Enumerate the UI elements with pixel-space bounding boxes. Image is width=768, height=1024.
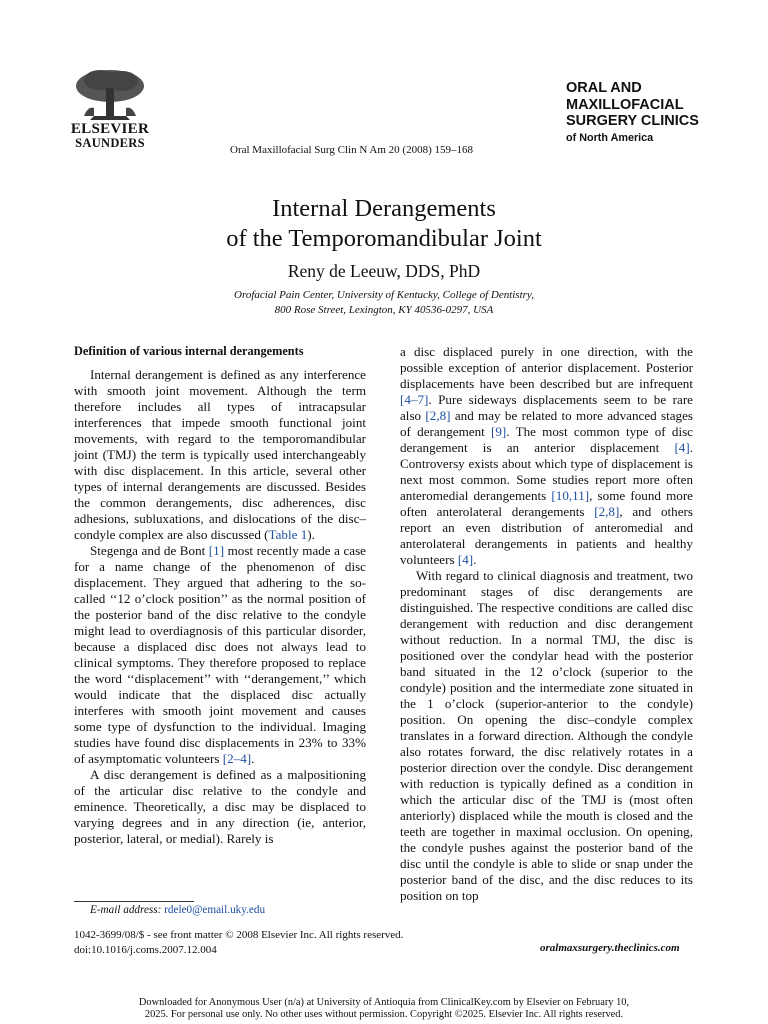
journal-brand — [566, 80, 699, 145]
journal-brand-line: ORAL AND — [566, 80, 642, 96]
paragraph: With regard to clinical diagnosis and treatment, two predominant stages of disc derangements are distinguished. The respective conditions are called disc derangement with reduction and disc derangement without reduction. In a normal TMJ, the disc is positioned over the condylar head with the posterior band situated in the 12 o’clock (superior to the condyle) position and the intermediate zone situated in the 1 o’clock (superior-anterior to the condyle) position. On opening the disc–condyle complex translates in a forward direction. Although the condyle also rotates forward, the disc relatively rotates in a posterior direction over the condyle. Disc derangement with reduction is typically defined as a condition in which the articular disc of the TMJ is (most often anteriorly) displaced while the mouth is closed and the teeth are together in maximal occlusion. On opening, the condyle pushes against the posterior band of the disc until the condyle is able to slide or snap under the posterior band of the disc, and the disc reduces to its position on top — [400, 568, 693, 903]
copyright-line: 1042-3699/08/$ - see front matter © 2008 Elsevier Inc. All rights reserved. — [74, 929, 404, 941]
elsevier-tree-icon — [70, 66, 150, 122]
reference-link[interactable]: [2–4] — [222, 751, 252, 766]
body-column-left — [74, 344, 366, 847]
reference-link[interactable]: [4–7] — [400, 392, 429, 407]
email-label: E-mail address: — [90, 904, 162, 916]
reference-link[interactable]: [4] — [674, 440, 690, 455]
publisher-logo — [62, 66, 158, 150]
reference-link[interactable]: [9] — [491, 424, 507, 439]
publisher-imprint: SAUNDERS — [75, 136, 145, 150]
section-heading: Definition of various internal derangements — [74, 344, 304, 358]
table-link[interactable]: Table 1 — [268, 527, 308, 542]
paragraph: a disc displaced purely in one direction, with the possible exception of anterior displacement. Posterior displacements have been described but are infrequent [4–7]. Pure sideways displacements seem to be rare also [2,8] and may be related to more advanced stages of derangement [9]. The most common type of disc derangement is an anterior displacement [4]. Controversy exists about which type of displacement is next most common. Some studies report more often anteromedial derangements [10,11], some found more often anterolateral derangements [2,8], and others report an even distribution of anteromedial and anterolateral derangements in patients and healthy volunteers [4]. — [400, 344, 693, 567]
paragraph: Internal derangement is defined as any interference with smooth joint movement. Although the term therefore includes all types of intracapsular interferences that impede smooth functional joint movements, with regard to the temporomandibular joint (TMJ) the term is typically used interchangeably with disc displacement. In this article, several other types of internal derangements are discussed. Besides the common derangements, disc adherences, disc adhesions, subluxations, and dislocations of the disc–condyle complex are also discussed (Table 1). — [74, 367, 366, 542]
download-notice-line: 2025. For personal use only. No other uses without permission. Copyright ©2025. Elsevier Inc. All rights reserved. — [144, 1009, 624, 1020]
download-notice — [0, 997, 768, 1021]
journal-brand-subtitle: of North America — [566, 131, 654, 144]
doi-line: doi:10.1016/j.coms.2007.12.004 — [74, 944, 217, 956]
affiliation — [0, 288, 768, 318]
email-link[interactable]: rdele0@email.uky.edu — [164, 904, 266, 916]
title-block — [0, 194, 768, 318]
affiliation-line: 800 Rose Street, Lexington, KY 40536-0297, USA — [274, 304, 494, 316]
journal-brand-line: MAXILLOFACIAL — [566, 96, 684, 113]
download-notice-line: Downloaded for Anonymous User (n/a) at University of Antioquia from ClinicalKey.com by Elsevier on February 10, — [138, 997, 630, 1008]
footnote-divider — [74, 901, 194, 902]
journal-brand-line: SURGERY CLINICS — [566, 113, 699, 129]
paragraph: Stegenga and de Bont [1] most recently made a case for a name change of the phenomenon of disc displacement. They argued that adhering to the so-called ‘‘12 o’clock position’’ as the normal position of the posterior band of the disc relative to the condyle might lead to overdiagnosis of this particular disorder, because a displaced disc does not always lead to clinical symptoms. They therefore proposed to replace the word ‘‘displacement’’ with ‘‘derangement,’’ which would indicate that the displaced disc actually interferes with smooth joint movement and causes some type of dysfunction to the individual. Imaging studies have found disc displacements in 23% to 33% of asymptomatic volunteers [2–4]. — [74, 543, 366, 766]
author-name: Reny de Leeuw, DDS, PhD — [287, 261, 481, 281]
reference-link[interactable]: [10,11] — [551, 488, 590, 503]
reference-link[interactable]: [1] — [208, 543, 225, 558]
reference-link[interactable]: [4] — [457, 552, 474, 567]
publisher-name: ELSEVIER — [70, 121, 150, 137]
article-title-line: of the Temporomandibular Joint — [226, 225, 542, 252]
journal-url[interactable]: oralmaxsurgery.theclinics.com — [540, 942, 680, 954]
body-column-right — [400, 344, 693, 904]
journal-citation: Oral Maxillofacial Surg Clin N Am 20 (2008) 159–168 — [230, 144, 473, 156]
article-title-line: Internal Derangements — [272, 195, 496, 222]
paragraph: A disc derangement is defined as a malpositioning of the articular disc relative to the condyle and eminence. Theoretically, a disc may be displaced to varying degrees and in any direction (ie, anterior, posterior, lateral, or medial). Rarely is — [74, 767, 366, 846]
author-email-footnote — [90, 904, 265, 916]
copyright-block — [74, 928, 403, 958]
reference-link[interactable]: [2,8] — [425, 408, 451, 423]
affiliation-line: Orofacial Pain Center, University of Kentucky, College of Dentistry, — [234, 289, 534, 301]
reference-link[interactable]: [2,8] — [594, 504, 620, 519]
